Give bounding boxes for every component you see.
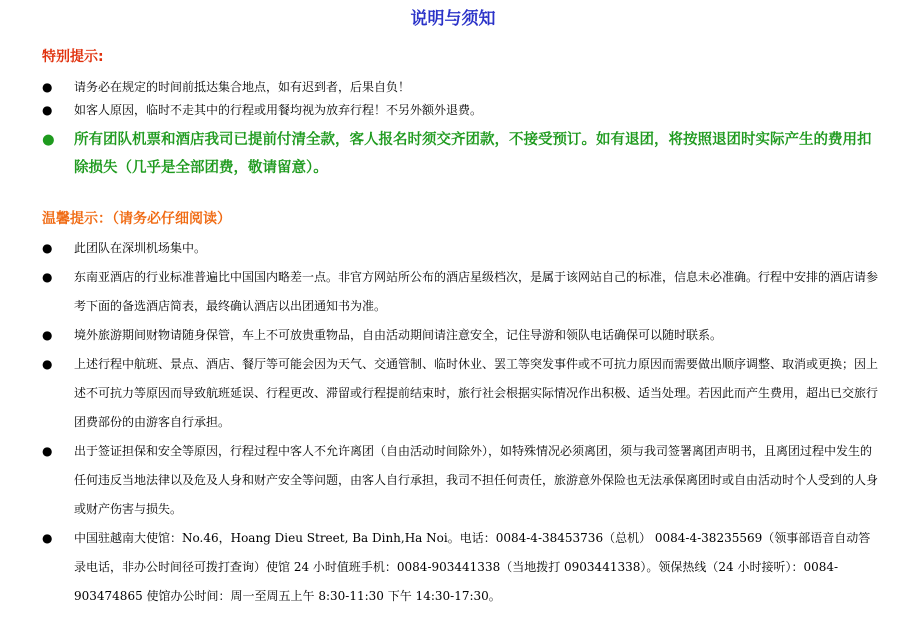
- bullet-icon: ●: [42, 132, 55, 148]
- list-item-text: 请务必在规定的时间前抵达集合地点，如有迟到者，后果自负！: [74, 80, 411, 94]
- list-item: [40, 437, 880, 524]
- list-item-text: 如客人原因，临时不走其中的行程或用餐均视为放弃行程！不另外额外退费。: [74, 103, 483, 117]
- list-item-text: 东南亚酒店的行业标准普遍比中国国内略差一点。非官方网站所公布的酒店星级档次，是属于该网站自己的标准，信息未必准确。行程中安排的酒店请参考下面的备选酒店简表，最终确认酒店以出团通知书为准。: [74, 270, 879, 313]
- list-item-text: 境外旅游期间财物请随身保管，车上不可放贵重物品，自由活动期间请注意安全，记住导游和领队电话确保可以随时联系。: [74, 328, 723, 342]
- bullet-icon: ●: [42, 328, 53, 342]
- list-item-text: 此团队在深圳机场集中。: [74, 241, 207, 255]
- list-item: [40, 350, 880, 437]
- special-notice-heading: 特别提示:: [42, 49, 104, 65]
- list-item: [40, 99, 880, 122]
- list-item-emphasis: [40, 126, 880, 182]
- special-notice-list: [40, 76, 880, 182]
- warm-notice-list: [40, 234, 880, 611]
- list-item: [40, 76, 880, 99]
- page-title: 说明与须知: [410, 9, 496, 29]
- bullet-icon: ●: [42, 241, 53, 255]
- bullet-icon: ●: [42, 80, 53, 94]
- bullet-icon: ●: [42, 357, 53, 371]
- list-item-text: 上述行程中航班、景点、酒店、餐厅等可能会因为天气、交通管制、临时休业、罢工等突发事件或不可抗力原因而需要做出顺序调整、取消或更换；因上述不可抗力等原因而导致航班延误、行程更改、滞留或行程提前结束时，旅行社会根据实际情况作出积极、适当处理。若因此而产生费用，超出已交旅行团费部份的由游客自行承担。: [74, 357, 879, 429]
- warm-notice-heading: 温馨提示：（请务必仔细阅读）: [42, 211, 231, 227]
- bullet-icon: ●: [42, 531, 53, 545]
- list-item: [40, 524, 880, 611]
- list-item: [40, 234, 880, 263]
- list-item: [40, 321, 880, 350]
- list-item-text: 所有团队机票和酒店我司已提前付清全款，客人报名时须交齐团款，不接受预订。如有退团，将按照退团时实际产生的费用扣除损失（几乎是全部团费，敬请留意）。: [74, 132, 872, 176]
- list-item: [40, 263, 880, 321]
- list-item-text: 中国驻越南大使馆：No.46，Hoang Dieu Street, Ba Dinh,Ha Noi。电话：0084-4-38453736（总机） 0084-4-38235569（领事部语音自动答录电话，非办公时间径可拨打查询）使馆 24 小时值班手机：0084-903441338（当地拨打 0903441338）。领保热线（24 小时接听）：0084-903474865 使馆办公时间：周一至周五上午 8:30-11:30 下午 14:30-17:30。: [74, 531, 871, 603]
- bullet-icon: ●: [42, 444, 53, 458]
- bullet-icon: ●: [42, 270, 53, 284]
- bullet-icon: ●: [42, 103, 53, 117]
- list-item-text: 出于签证担保和安全等原因，行程过程中客人不允许离团（自由活动时间除外），如特殊情况必须离团，须与我司签署离团声明书，且离团过程中发生的任何违反当地法律以及危及人身和财产安全等问题，由客人自行承担，我司不担任何责任，旅游意外保险也无法承保离团时或自由活动时个人受到的人身或财产伤害与损失。: [74, 444, 879, 516]
